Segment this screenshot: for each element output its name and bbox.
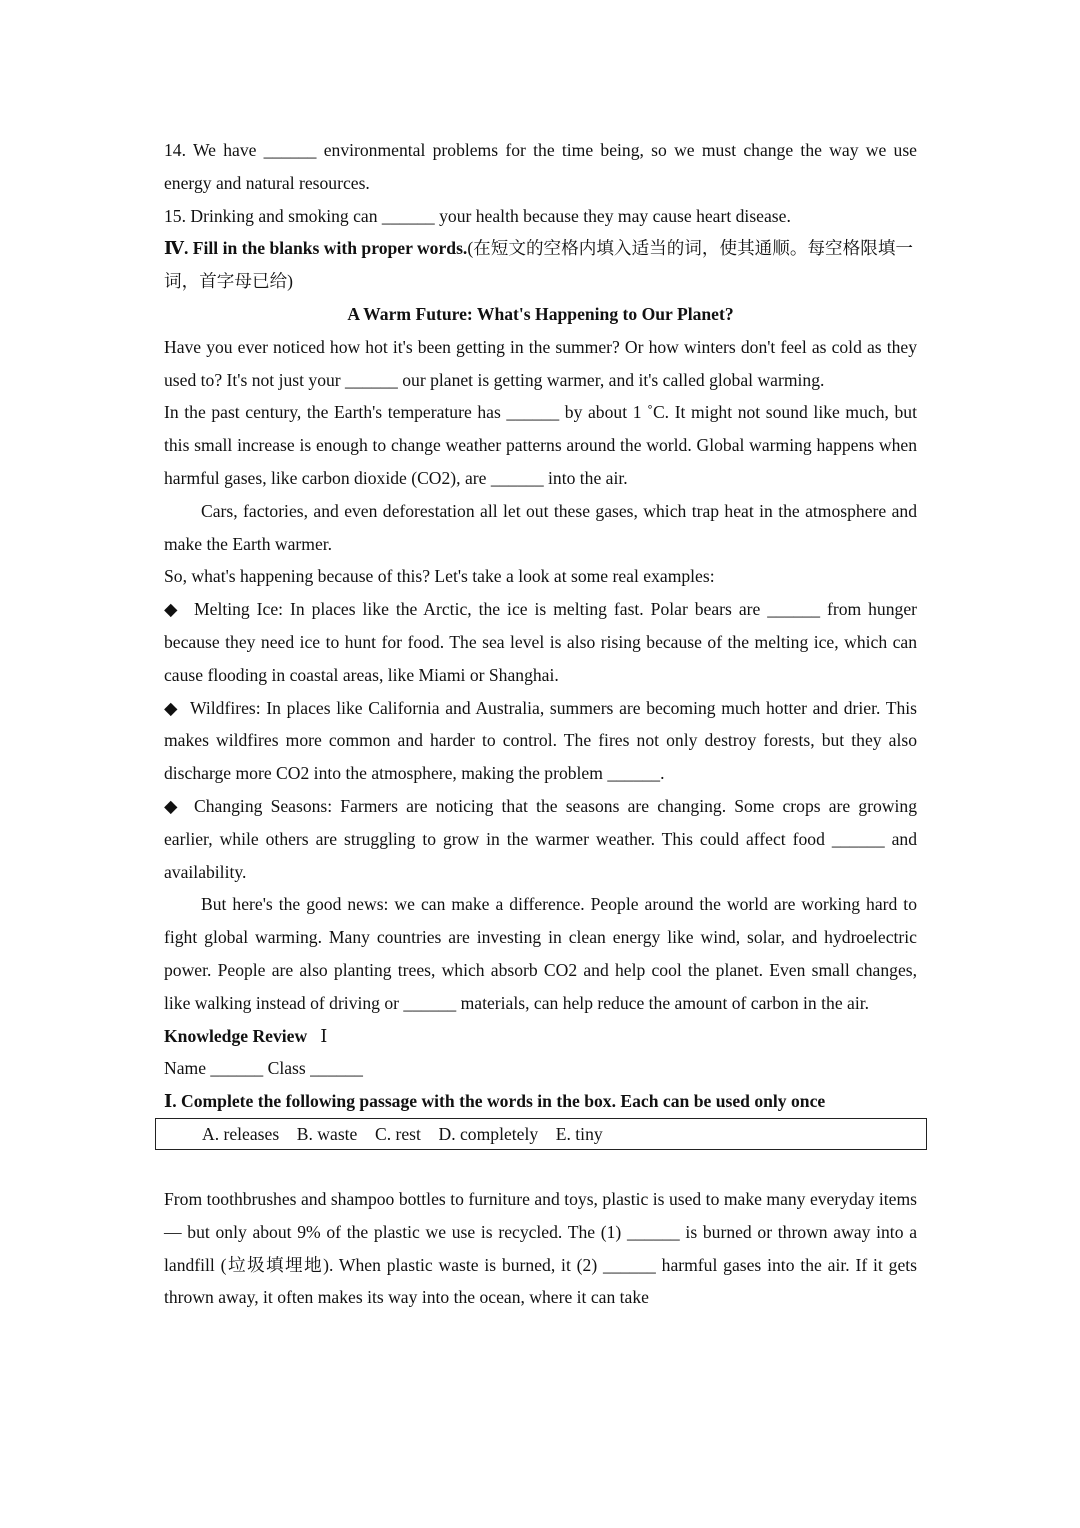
bullet-item bbox=[164, 692, 917, 790]
diamond-bullet-icon: ◆ bbox=[164, 599, 178, 620]
paragraph: Cars, factories, and even deforestation all let out these gases, which trap heat in the atmosphere and make the Earth warmer. bbox=[164, 500, 917, 554]
paragraph: So, what's happening because of this? Let's take a look at some real examples: bbox=[164, 566, 715, 587]
bullet-text: Wildfires: In places like California and Australia, summers are becoming much hotter and drier. This makes wildfires more common and harder to control. The fires not only destroy forests, but they also discharge more CO2 into the atmosphere, making the problem ______. bbox=[164, 697, 917, 784]
name-class-line: Name ______ Class ______ bbox=[164, 1058, 363, 1079]
bullet-item bbox=[164, 593, 917, 691]
diamond-bullet-icon: ◆ bbox=[164, 795, 178, 816]
paragraph: In the past century, the Earth's temperature has ______ by about 1 ˚C. It might not sound like much, but this small increase is enough to change weather patterns around the world. Global warming happens when harmful gases, like carbon dioxide (CO2), are ______ into the air. bbox=[164, 402, 917, 488]
passage-title: A Warm Future: What's Happening to Our Planet? bbox=[347, 303, 734, 324]
bullet-item bbox=[164, 790, 917, 888]
part-1-heading: Ⅰ. Complete the following passage with the words in the box. Each can be used only once bbox=[164, 1091, 826, 1112]
question-14: 14. We have ______ environmental problems for the time being, so we must change the way we use energy and natural resources. bbox=[164, 140, 917, 193]
knowledge-review-title bbox=[164, 1020, 917, 1053]
word-box: A. releases B. waste C. rest D. completely E. tiny bbox=[155, 1118, 927, 1150]
question-15: 15. Drinking and smoking can ______ your health because they may cause heart disease. bbox=[164, 205, 791, 226]
knowledge-review-label: Knowledge Review bbox=[164, 1025, 308, 1046]
section-iv-heading bbox=[164, 232, 917, 298]
section-iv-heading-cn: (在短文的空格内填入适当的词，使其通顺。每空格限填一词，首字母已给) bbox=[164, 238, 914, 292]
passage-text: From toothbrushes and shampoo bottles to furniture and toys, plastic is used to make many everyday items — but only about 9% of the plastic we use is recycled. The (1) ______ is burned or thrown away into a landfill (垃圾填埋地). When plastic waste is burned, it (2) ______ harmful gases into the air. If it gets thrown away, it often makes its way into the ocean, where it can take bbox=[164, 1188, 917, 1308]
bullet-text: Changing Seasons: Farmers are noticing that the seasons are changing. Some crops are growing earlier, while others are struggling to grow in the warmer weather. This could affect food ______ and availability. bbox=[164, 795, 917, 882]
worksheet-page bbox=[164, 134, 917, 1314]
knowledge-review-numeral: Ⅰ bbox=[320, 1025, 328, 1046]
bullet-text: Melting Ice: In places like the Arctic, the ice is melting fast. Polar bears are ______ from hunger because they need ice to hunt for food. The sea level is also rising because of the melting ice, which can cause flooding in coastal areas, like Miami or Shanghai. bbox=[164, 599, 917, 685]
diamond-bullet-icon: ◆ bbox=[164, 697, 178, 718]
paragraph: Have you ever noticed how hot it's been getting in the summer? Or how winters don't feel as cold as they used to? It's not just your ______ our planet is getting warmer, and it's called global warming. bbox=[164, 336, 917, 390]
paragraph: But here's the good news: we can make a difference. People around the world are working hard to fight global warming. Many countries are investing in clean energy like wind, solar, and hydroelectric power. People are also planting trees, which absorb CO2 and help cool the planet. Even small changes, like walking instead of driving or ______ materials, can help reduce the amount of carbon in the air. bbox=[164, 894, 917, 1013]
section-iv-heading-en: Ⅳ. Fill in the blanks with proper words. bbox=[164, 238, 468, 259]
